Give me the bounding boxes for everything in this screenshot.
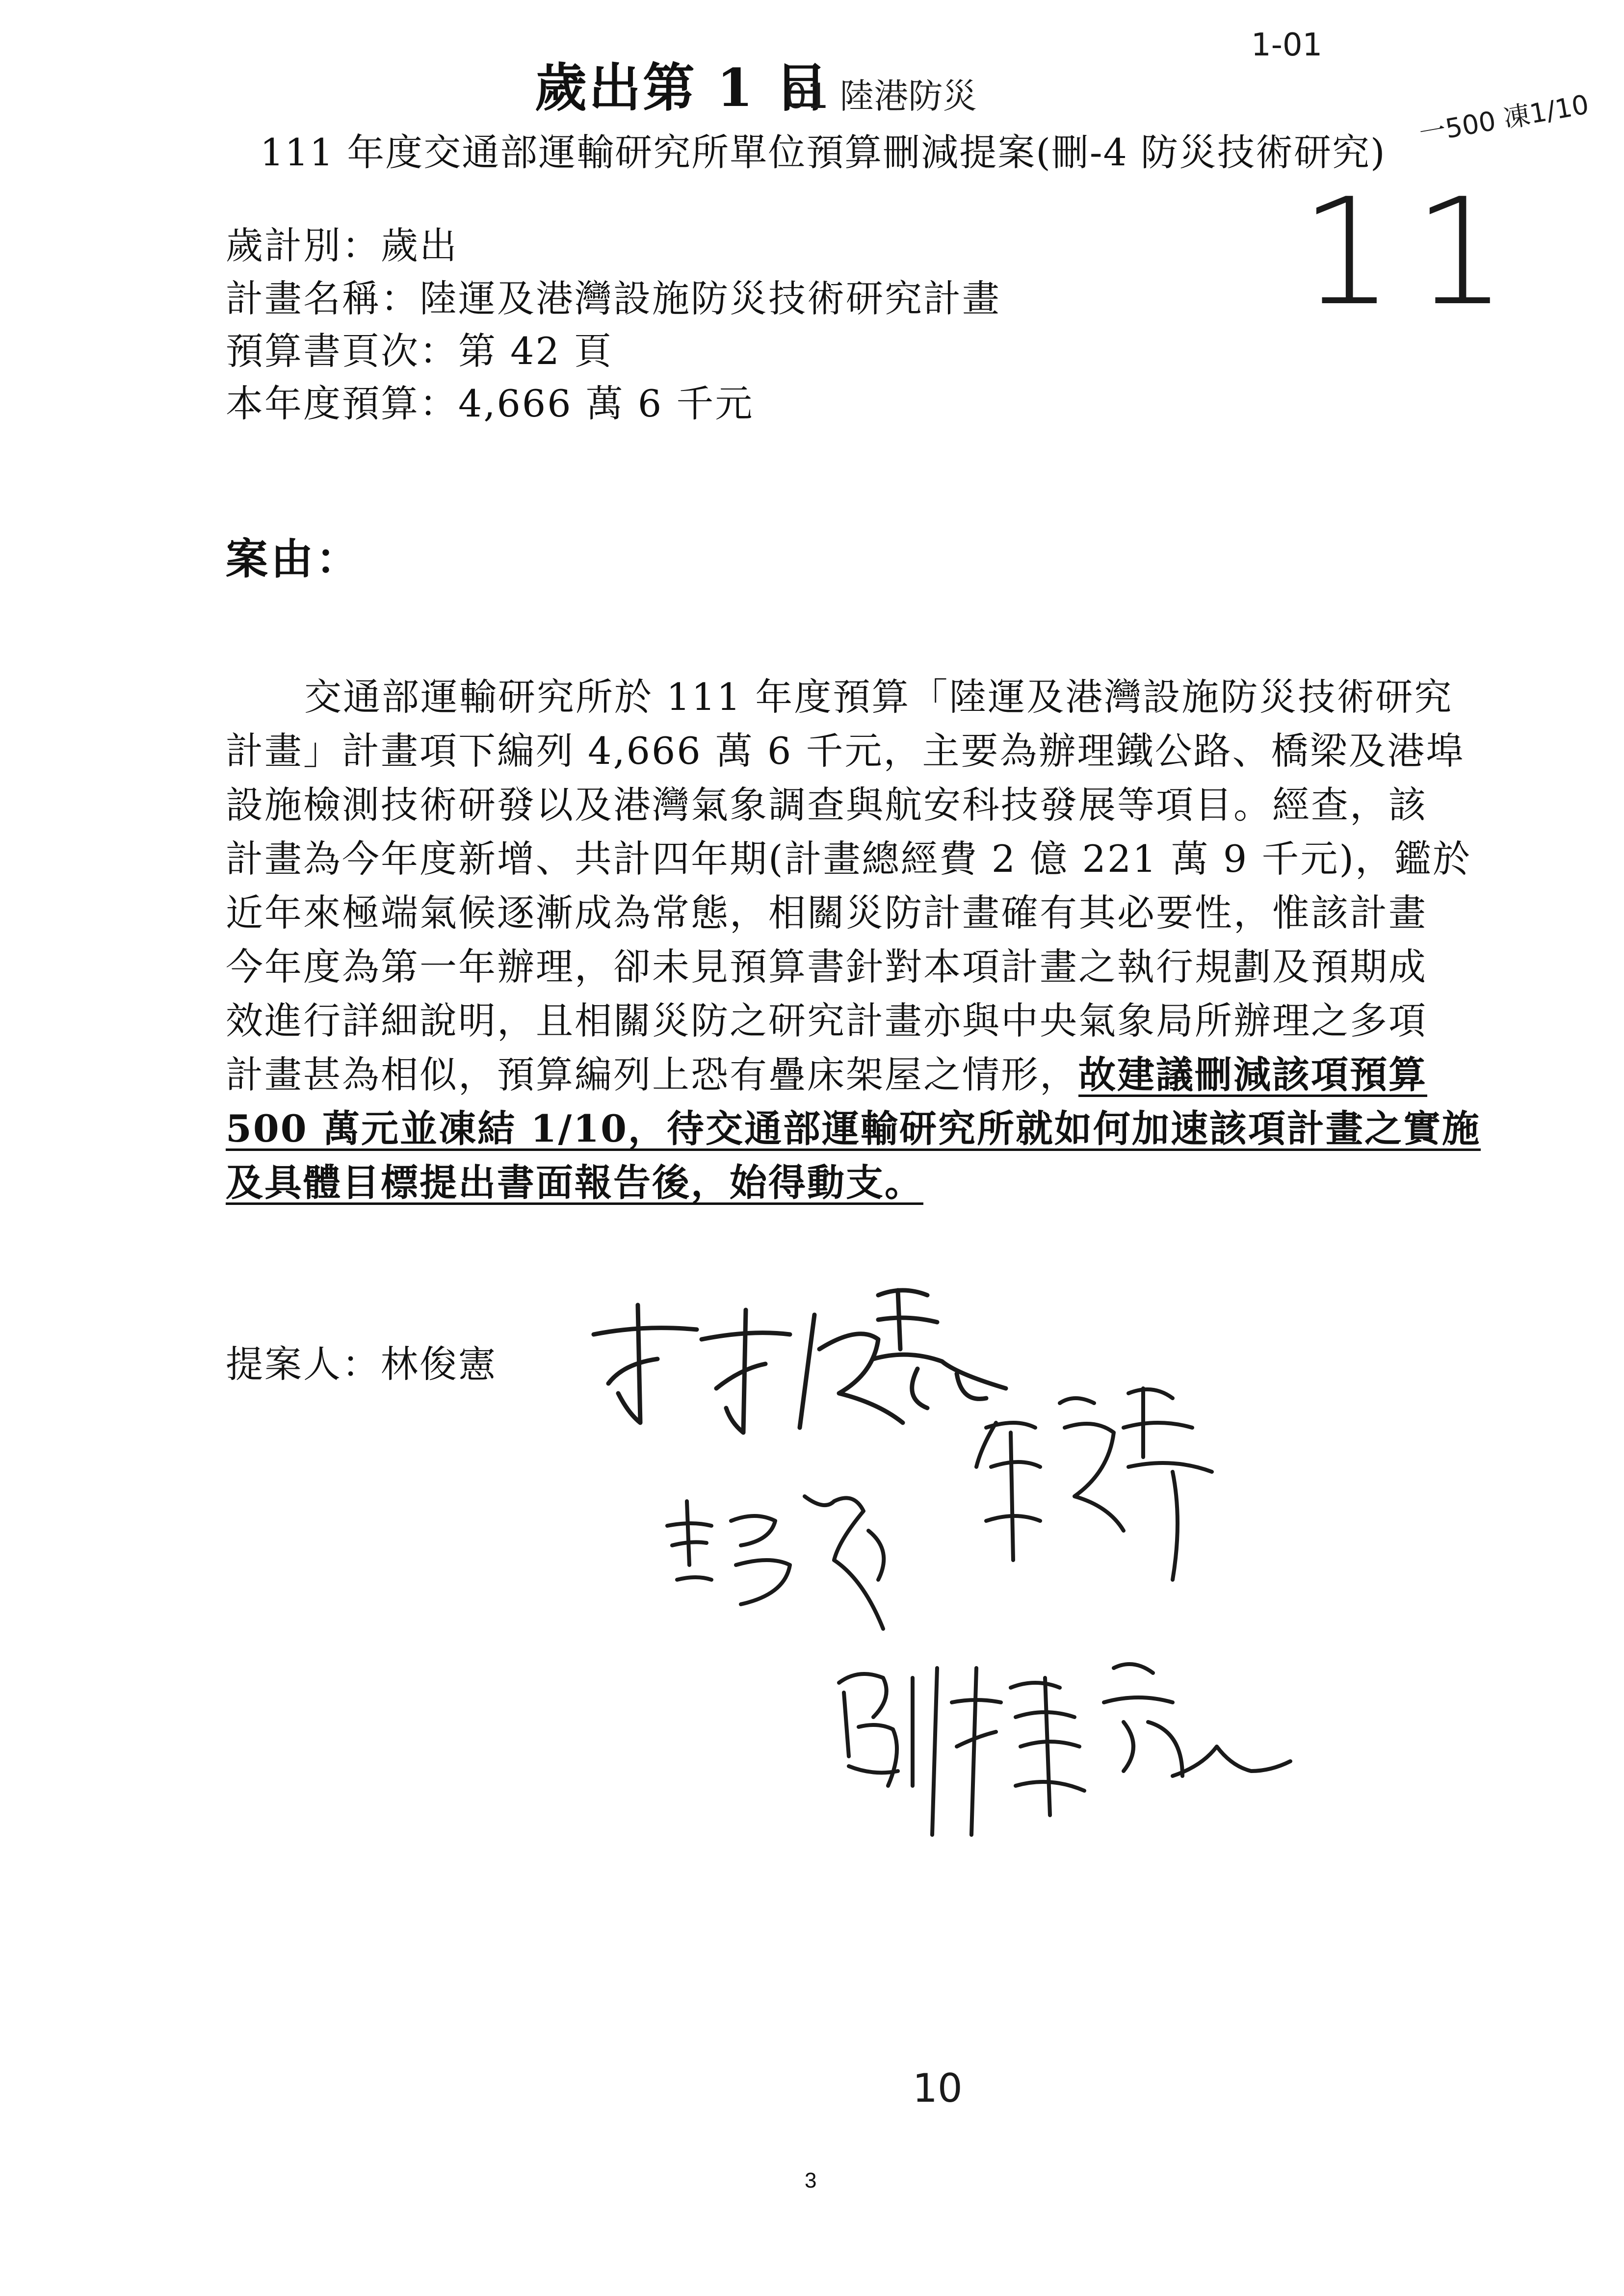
recommendation-emphasis: 故建議刪減該項預算: [1078, 1053, 1427, 1096]
body-line: 交通部運輸研究所於 111 年度預算「陸運及港灣設施防災技術研究: [304, 675, 1453, 719]
signature-third: [967, 1374, 1222, 1585]
signature-second: [657, 1482, 932, 1658]
reason-heading: 案由：: [226, 534, 361, 584]
body-line: [226, 1045, 1427, 1098]
body-line: 今年度為第一年辦理，卻未見預算書針對本項計畫之執行規劃及預期成: [226, 945, 1427, 989]
body-line: 設施檢測技術研發以及港灣氣象調查與航安科技發展等項目。經查，該: [226, 783, 1427, 827]
page-number: 3: [805, 2168, 817, 2192]
handwritten-page-mark: 1-01: [1251, 27, 1323, 63]
meta-budget-category: 歲計別：歲出: [226, 224, 458, 267]
handwritten-page-annotation: 10: [913, 2065, 963, 2111]
body-line: 效進行詳細說明，且相關災防之研究計畫亦與中央氣象局所辦理之多項: [226, 999, 1427, 1043]
body-line: 近年來極端氣候逐漸成為常態，相關災防計畫確有其必要性，惟該計畫: [226, 891, 1427, 935]
handwritten-side-note: 一500 凍1/10: [1416, 89, 1592, 149]
document-title: 111 年度交通部運輸研究所單位預算刪減提案(刪-4 防災技術研究): [260, 130, 1386, 174]
recommendation-emphasis: 及具體目標提出書面報告後，始得動支。: [226, 1161, 923, 1204]
proposer-label: 提案人：林俊憲: [226, 1342, 497, 1386]
meta-page-ref: 預算書頁次：第 42 頁: [226, 329, 613, 373]
signature-liu: [829, 1648, 1300, 1845]
meta-annual-budget: 本年度預算：4,666 萬 6 千元: [226, 382, 754, 425]
handwritten-item-code: 01 陸港防災: [785, 76, 977, 116]
body-line-plain: 計畫甚為相似，預算編列上恐有疊床架屋之情形，: [226, 1053, 1078, 1096]
body-line: 計畫為今年度新增、共計四年期(計畫總經費 2 億 221 萬 9 千元)，鑑於: [226, 837, 1472, 881]
body-line: 計畫」計畫項下編列 4,666 萬 6 千元，主要為辦理鐵公路、橋梁及港埠: [226, 729, 1465, 773]
section-heading: 歲出第 1 目: [535, 57, 829, 118]
signature-lin-junxian: [584, 1276, 1016, 1452]
meta-plan-name: 計畫名稱：陸運及港灣設施防災技術研究計畫: [226, 277, 1001, 320]
recommendation-emphasis: 500 萬元並凍結 1/10，待交通部運輸研究所就如何加速該項計畫之實施: [226, 1107, 1481, 1150]
handwritten-count: 11: [1300, 167, 1527, 338]
